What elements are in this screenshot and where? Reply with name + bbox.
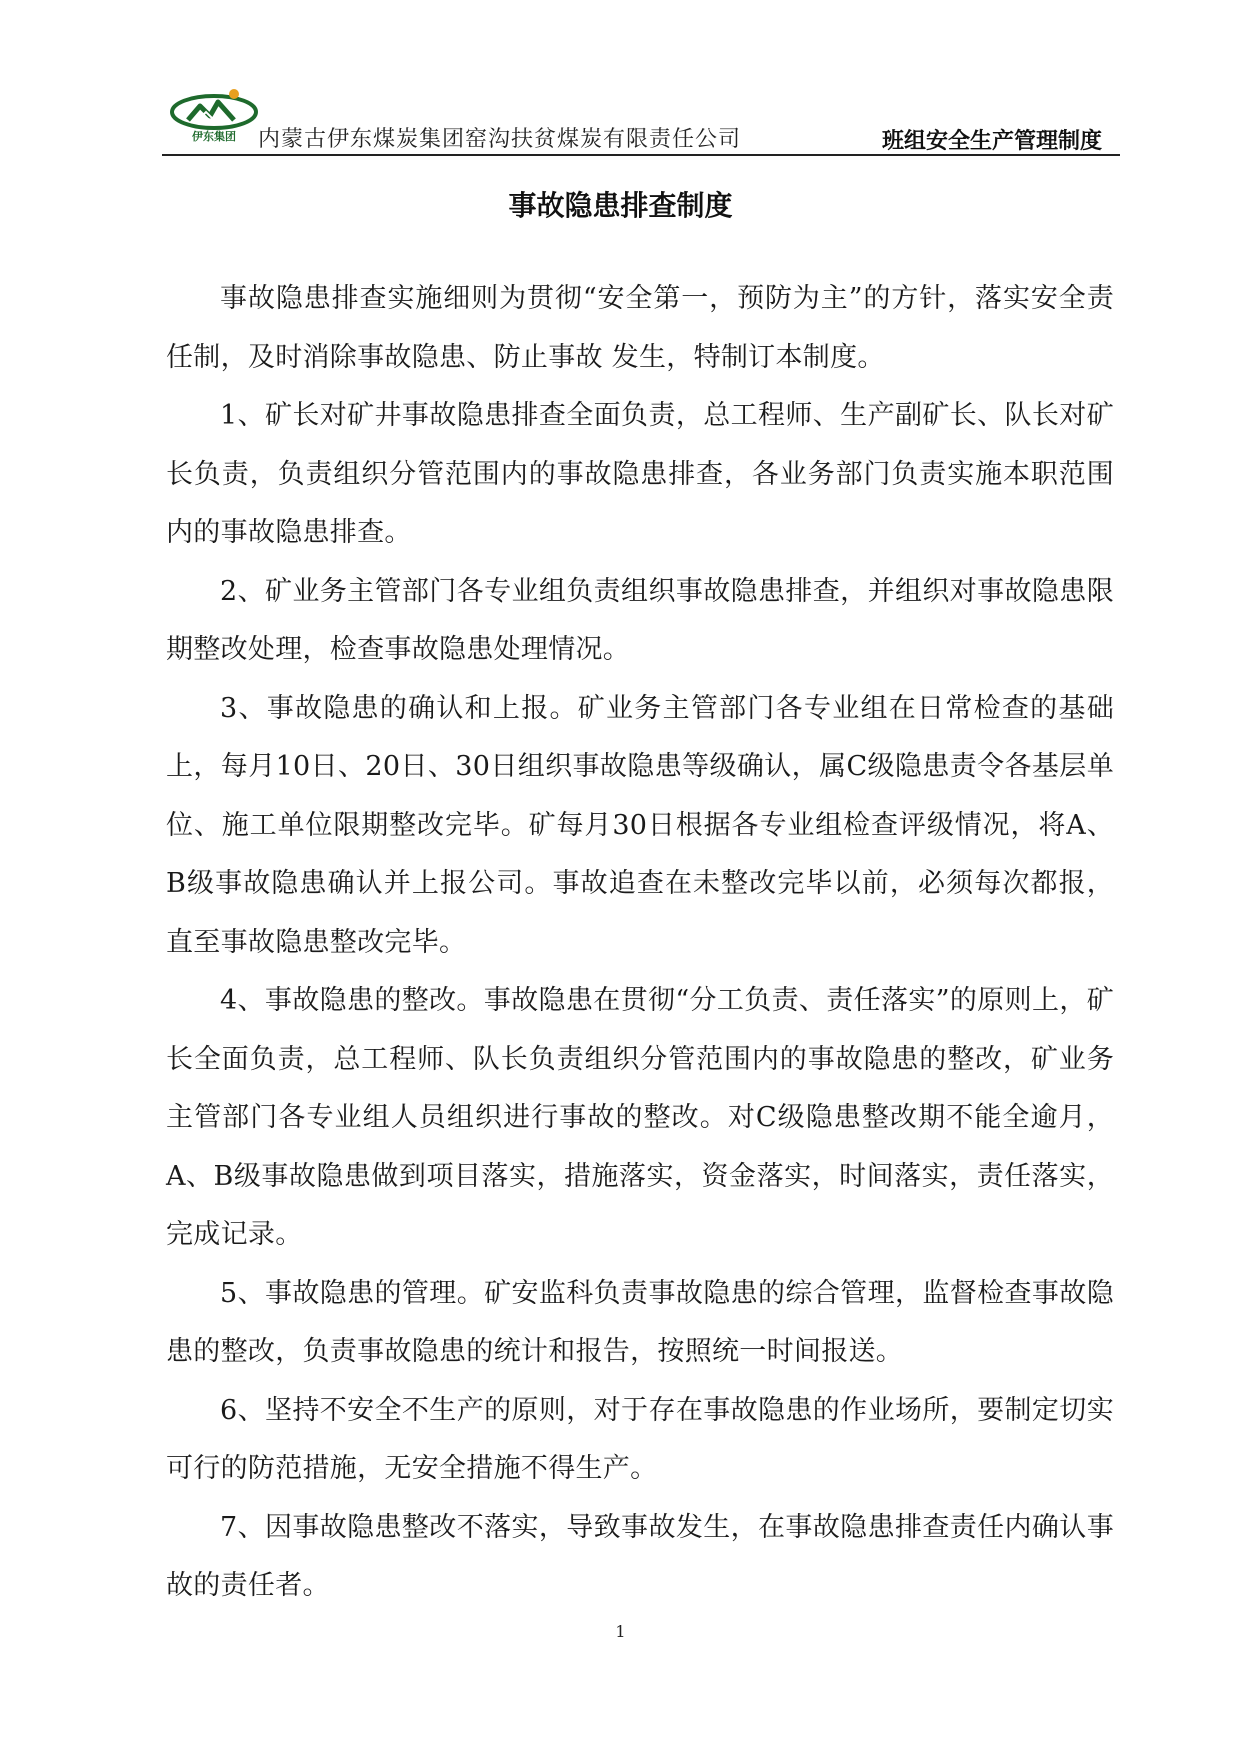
logo-text: 伊东集团 [192,130,236,143]
paragraph-6: 6、坚持不安全不生产的原则，对于存在事故隐患的作业场所，要制定切实可行的防范措施，无安全措施不得生产。 [166,1394,1114,1484]
paragraph-4: 4、事故隐患的整改。事故隐患在贯彻“分工负责、责任落实”的原则上，矿长全面负责，总工程师、队长负责组织分管范围内的事故隐患的整改，矿业务主管部门各专业组人员组织进行事故的整改。对C级隐患整改期不能全逾月，A、B级事故隐患做到项目落实，措施落实，资金落实，时间落实，责任落实，完成记录。 [166,985,1114,1250]
page-title: 事故隐患排查制度 [508,189,733,222]
paragraph-2: 2、矿业务主管部门各专业组负责组织事故隐患排查，并组织对事故隐患限期整改处理，检查事故隐患处理情况。 [166,575,1114,665]
paragraph-1: 1、矿长对矿井事故隐患排查全面负责，总工程师、生产副矿长、队长对矿长负责，负责组织分管范围内的事故隐患排查，各业务部门负责实施本职范围内的事故隐患排查。 [166,400,1114,548]
page-number: 1 [615,1622,626,1641]
company-name: 内蒙古伊东煤炭集团窑沟扶贫煤炭有限责任公司 [258,127,742,152]
page-header [162,84,1120,156]
paragraph-7: 7、因事故隐患整改不落实，导致事故发生，在事故隐患排查责任内确认事故的责任者。 [166,1511,1114,1601]
paragraph-5: 5、事故隐患的管理。矿安监科负责事故隐患的综合管理，监督检查事故隐患的整改，负责事故隐患的统计和报告，按照统一时间报送。 [166,1277,1114,1367]
paragraph-3: 3、事故隐患的确认和上报。矿业务主管部门各专业组在日常检查的基础上，每月10日、20日、30日组织事故隐患等级确认，属C级隐患责令各基层单位、施工单位限期整改完毕。矿每月30日根据各专业组检查评级情况，将A、B级事故隐患确认并上报公司。事故追查在未整改完毕以前，必须每次都报，直至事故隐患整改完毕。 [166,692,1114,958]
paragraph-intro: 事故隐患排查实施细则为贯彻“安全第一，预防为主”的方针，落实安全责任制，及时消除事故隐患、防止事故 发生，特制订本制度。 [166,283,1114,373]
document-body [166,270,1114,1616]
document-category: 班组安全生产管理制度 [881,129,1102,154]
